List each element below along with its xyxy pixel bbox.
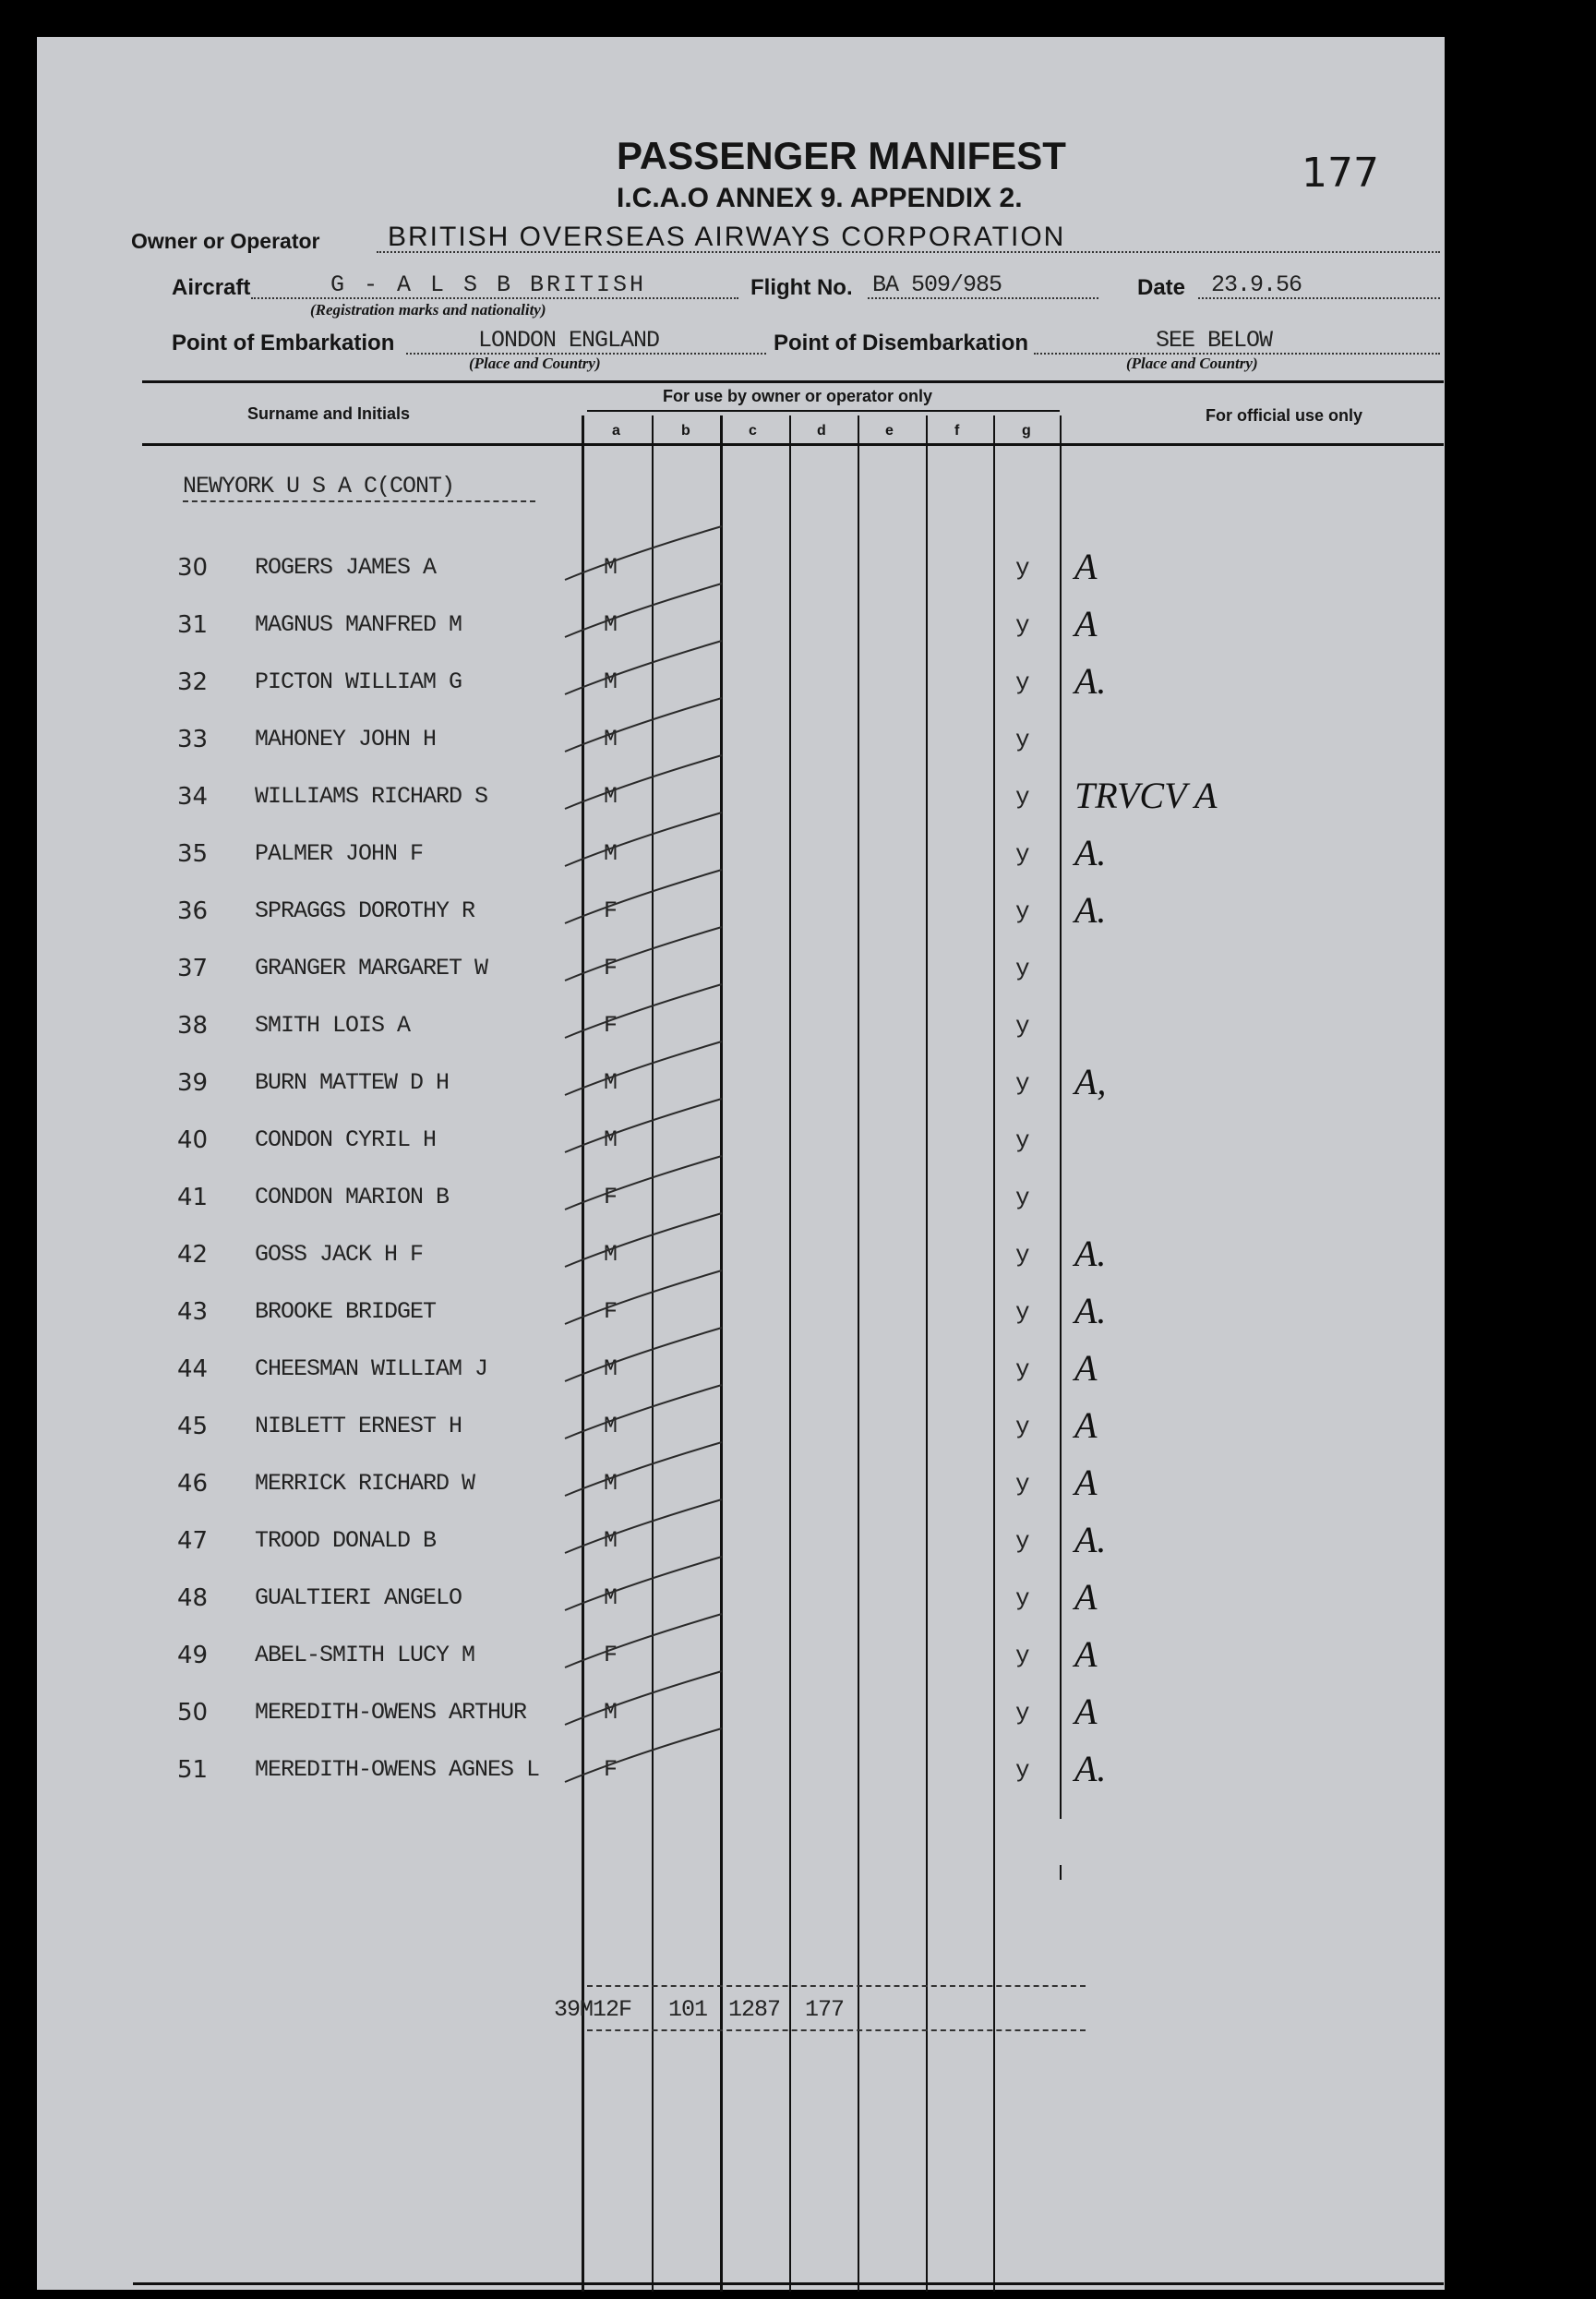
totals-b: 101 <box>668 1996 708 2023</box>
embark-note: (Place and Country) <box>469 355 601 372</box>
check-stroke <box>565 1328 722 1381</box>
official-mark: A. <box>1074 1233 1107 1274</box>
official-mark: A <box>1074 1404 1098 1446</box>
check-stroke <box>565 1270 722 1324</box>
passenger-sex: M <box>604 1470 618 1497</box>
column-g-mark: y <box>1015 1298 1030 1326</box>
totals-c: 1287 <box>728 1996 781 2023</box>
official-mark: A. <box>1074 889 1107 931</box>
check-stroke <box>565 1728 722 1782</box>
check-stroke <box>565 641 722 694</box>
passenger-sex: M <box>604 1069 618 1096</box>
embark-value: LONDON ENGLAND <box>478 327 660 354</box>
passenger-sex: M <box>604 668 618 695</box>
column-header-g: g <box>1022 423 1031 439</box>
official-mark: A <box>1074 546 1098 587</box>
passenger-name: MERRICK RICHARD W <box>255 1470 475 1497</box>
passenger-name: MEREDITH-OWENS AGNES L <box>255 1756 540 1783</box>
check-stroke <box>565 1614 722 1667</box>
aircraft-value: G - A L S B BRITISH <box>330 271 647 298</box>
check-stroke <box>565 1156 722 1210</box>
passenger-sex: M <box>604 783 618 810</box>
row-number: 46 <box>177 1470 209 1498</box>
column-g-mark: y <box>1015 668 1030 696</box>
official-header: For official use only <box>1206 406 1363 425</box>
owner-label: Owner or Operator <box>131 229 320 253</box>
column-g-mark: y <box>1015 1184 1030 1211</box>
row-number: 45 <box>177 1413 209 1440</box>
check-stroke <box>565 698 722 752</box>
row-number: 34 <box>177 783 209 811</box>
date-label: Date <box>1137 275 1186 300</box>
row-number: 39 <box>177 1069 209 1097</box>
row-number: 36 <box>177 897 209 925</box>
passenger-sex: F <box>604 1756 618 1783</box>
disembark-value: SEE BELOW <box>1156 327 1273 354</box>
passenger-sex: M <box>604 1584 618 1611</box>
row-number: 37 <box>177 955 209 982</box>
column-g-mark: y <box>1015 1012 1030 1040</box>
passenger-sex: M <box>604 726 618 752</box>
official-mark: TRVCV A <box>1074 775 1218 816</box>
check-stroke <box>565 1671 722 1725</box>
totals-d: 177 <box>805 1996 845 2023</box>
check-stroke <box>565 584 722 637</box>
disembark-label: Point of Disembarkation <box>774 331 1029 355</box>
passenger-name: GRANGER MARGARET W <box>255 955 488 981</box>
passenger-name: GOSS JACK H F <box>255 1241 424 1268</box>
official-mark: A. <box>1074 1748 1107 1789</box>
column-g-mark: y <box>1015 955 1030 982</box>
passenger-name: CHEESMAN WILLIAM J <box>255 1355 488 1382</box>
passenger-sex: M <box>604 1126 618 1153</box>
flight-label: Flight No. <box>750 275 853 300</box>
aircraft-note: (Registration marks and nationality) <box>310 301 546 319</box>
page-number: 177 <box>1302 150 1379 197</box>
section-heading: NEWYORK U S A C(CONT) <box>183 473 455 500</box>
official-mark: A <box>1074 1633 1098 1675</box>
passenger-name: SPRAGGS DOROTHY R <box>255 897 475 924</box>
passenger-sex: M <box>604 1241 618 1268</box>
passenger-sex: M <box>604 840 618 867</box>
passenger-sex: F <box>604 1184 618 1210</box>
official-mark: A <box>1074 1347 1098 1389</box>
column-g-mark: y <box>1015 1069 1030 1097</box>
passenger-name: PICTON WILLIAM G <box>255 668 462 695</box>
column-header-b: b <box>681 423 690 439</box>
passenger-name: MEREDITH-OWENS ARTHUR <box>255 1699 527 1726</box>
passenger-sex: M <box>604 1527 618 1554</box>
row-number: 43 <box>177 1298 209 1326</box>
column-g-mark: y <box>1015 554 1030 582</box>
page-title: PASSENGER MANIFEST <box>617 134 1066 177</box>
row-number: 48 <box>177 1584 209 1612</box>
row-number: 44 <box>177 1355 209 1383</box>
column-header-c: c <box>749 423 757 439</box>
manifest-sheet <box>37 37 1445 2290</box>
aircraft-label: Aircraft <box>172 275 251 300</box>
row-number: 32 <box>177 668 209 696</box>
column-header-f: f <box>954 423 960 439</box>
passenger-name: ABEL-SMITH LUCY M <box>255 1642 475 1668</box>
passenger-sex: M <box>604 1699 618 1726</box>
surname-header: Surname and Initials <box>247 404 411 423</box>
column-g-mark: y <box>1015 783 1030 811</box>
check-stroke <box>565 1557 722 1610</box>
check-stroke <box>565 1099 722 1152</box>
column-g-mark: y <box>1015 1527 1030 1555</box>
column-g-mark: y <box>1015 897 1030 925</box>
totals-a: 39M12F <box>554 1996 632 2023</box>
official-mark: A <box>1074 1691 1098 1732</box>
check-stroke <box>565 870 722 923</box>
check-stroke <box>565 1213 722 1267</box>
row-number: 31 <box>177 611 209 639</box>
check-stroke <box>565 1499 722 1553</box>
passenger-sex: F <box>604 1012 618 1039</box>
column-g-mark: y <box>1015 1699 1030 1727</box>
column-g-mark: y <box>1015 611 1030 639</box>
column-g-mark: y <box>1015 1756 1030 1784</box>
flight-value: BA 509/985 <box>872 271 1002 298</box>
passenger-sex: M <box>604 611 618 638</box>
column-header-e: e <box>885 423 894 439</box>
column-g-mark: y <box>1015 840 1030 868</box>
column-g-mark: y <box>1015 1126 1030 1154</box>
official-mark: A, <box>1074 1061 1107 1102</box>
passenger-sex: F <box>604 955 618 981</box>
passenger-name: GUALTIERI ANGELO <box>255 1584 462 1611</box>
passenger-sex: M <box>604 554 618 581</box>
check-stroke <box>565 984 722 1038</box>
passenger-name: MAHONEY JOHN H <box>255 726 437 752</box>
official-mark: A. <box>1074 1519 1107 1560</box>
check-stroke <box>565 1385 722 1438</box>
check-stroke <box>565 1041 722 1095</box>
passenger-sex: F <box>604 1642 618 1668</box>
passenger-name: ROGERS JAMES A <box>255 554 437 581</box>
passenger-name: PALMER JOHN F <box>255 840 424 867</box>
date-value: 23.9.56 <box>1211 271 1302 298</box>
check-stroke <box>565 526 722 580</box>
column-g-mark: y <box>1015 1584 1030 1612</box>
row-number: 50 <box>177 1699 209 1727</box>
column-g-mark: y <box>1015 1470 1030 1498</box>
official-mark: A <box>1074 1462 1098 1503</box>
passenger-sex: F <box>604 1298 618 1325</box>
check-stroke <box>565 1442 722 1496</box>
official-mark: A. <box>1074 1290 1107 1331</box>
passenger-name: CONDON MARION B <box>255 1184 450 1210</box>
column-header-a: a <box>612 423 620 439</box>
page-subtitle: I.C.A.O ANNEX 9. APPENDIX 2. <box>617 183 1023 213</box>
check-stroke <box>565 927 722 981</box>
passenger-name: BROOKE BRIDGET <box>255 1298 437 1325</box>
official-mark: A. <box>1074 832 1107 873</box>
passenger-sex: M <box>604 1355 618 1382</box>
check-stroke <box>565 755 722 809</box>
row-number: 35 <box>177 840 209 868</box>
check-stroke <box>565 812 722 866</box>
column-g-mark: y <box>1015 726 1030 753</box>
passenger-sex: M <box>604 1413 618 1439</box>
owner-value: BRITISH OVERSEAS AIRWAYS CORPORATION <box>388 222 1066 252</box>
row-number: 49 <box>177 1642 209 1669</box>
embark-label: Point of Embarkation <box>172 331 395 355</box>
operator-header: For use by owner or operator only <box>663 387 933 405</box>
column-header-d: d <box>817 423 826 439</box>
official-mark: A. <box>1074 660 1107 702</box>
passenger-name: CONDON CYRIL H <box>255 1126 437 1153</box>
row-number: 41 <box>177 1184 209 1211</box>
row-number: 42 <box>177 1241 209 1269</box>
official-mark: A <box>1074 603 1098 644</box>
passenger-name: BURN MATTEW D H <box>255 1069 450 1096</box>
passenger-name: WILLIAMS RICHARD S <box>255 783 488 810</box>
check-marks-overlay <box>37 37 1445 2290</box>
row-number: 51 <box>177 1756 209 1784</box>
passenger-name: MAGNUS MANFRED M <box>255 611 462 638</box>
row-number: 40 <box>177 1126 209 1154</box>
row-number: 47 <box>177 1527 209 1555</box>
official-mark: A <box>1074 1576 1098 1618</box>
passenger-name: TROOD DONALD B <box>255 1527 437 1554</box>
passenger-name: NIBLETT ERNEST H <box>255 1413 462 1439</box>
column-g-mark: y <box>1015 1355 1030 1383</box>
row-number: 33 <box>177 726 209 753</box>
disembark-note: (Place and Country) <box>1126 355 1258 372</box>
column-g-mark: y <box>1015 1241 1030 1269</box>
row-number: 38 <box>177 1012 209 1040</box>
row-number: 30 <box>177 554 209 582</box>
column-g-mark: y <box>1015 1413 1030 1440</box>
passenger-sex: F <box>604 897 618 924</box>
passenger-name: SMITH LOIS A <box>255 1012 411 1039</box>
column-g-mark: y <box>1015 1642 1030 1669</box>
